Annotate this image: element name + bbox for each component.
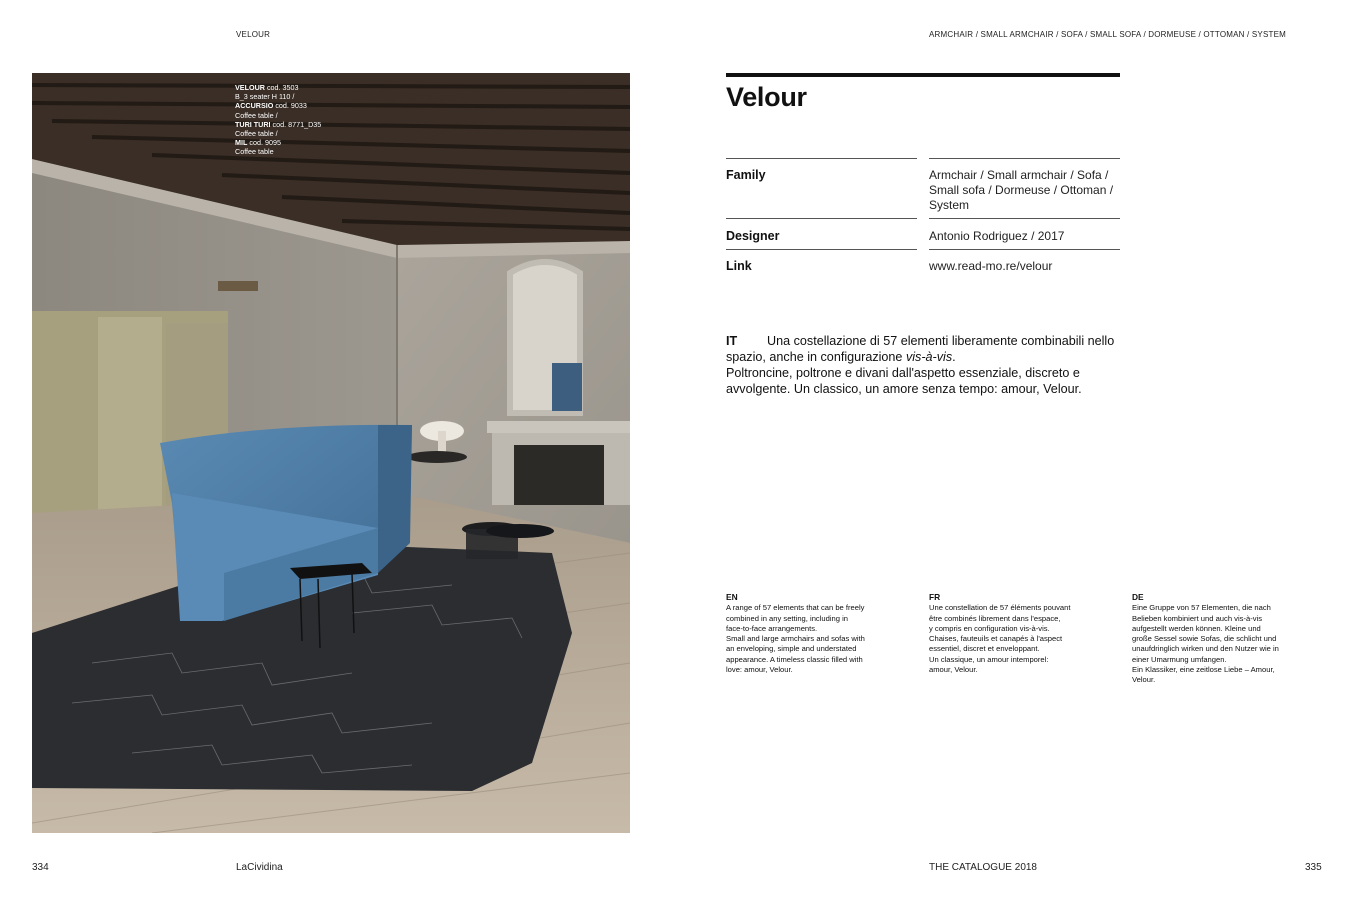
lang-code: DE	[1132, 592, 1144, 602]
spec-divider	[929, 158, 1120, 159]
spec-divider	[726, 158, 917, 159]
lang-code: FR	[929, 592, 941, 602]
page-title: Velour	[726, 82, 807, 112]
caption-detail: cod. 9095	[247, 138, 281, 148]
description-italic: vis-à-vis	[905, 350, 953, 364]
caption-line	[235, 92, 321, 101]
lang-code: EN	[726, 592, 738, 602]
spec-value: Armchair / Small armchair / Sofa / Small sofa / Dormeuse / Ottoman / System	[929, 168, 1114, 212]
spec-key: Link	[726, 259, 752, 273]
caption-product: TURI TURI	[235, 119, 271, 129]
page-number-right: 335	[1305, 862, 1322, 873]
spec-key: Family	[726, 168, 766, 182]
caption-product: VELOUR	[235, 83, 265, 92]
caption-detail: B_3 seater H 110 /	[235, 92, 295, 102]
description-text: Eine Gruppe von 57 Elementen, die nach Belieben kombiniert und auch vis-à-vis aufgestellt werden können. Kleine und große Sessel sowie Sofas, die schlicht und unaufdringlich wirken und den Nutzer wie in einer Umarmung umfangen. Ein Klassiker, eine zeitlose Liebe – Amour, Velour.	[1132, 603, 1279, 685]
spec-divider	[929, 249, 1120, 250]
caption-line	[235, 129, 321, 138]
spec-divider	[929, 218, 1120, 219]
interior-scene-illustration	[32, 73, 630, 833]
running-header-left: VELOUR	[236, 30, 271, 39]
brand-name: LaCividina	[236, 862, 283, 873]
caption-product: MIL	[235, 138, 248, 148]
catalogue-title: THE CATALOGUE 2018	[929, 862, 1037, 873]
spec-divider	[726, 218, 917, 219]
page-number-left: 334	[32, 862, 49, 873]
caption-line	[235, 120, 321, 129]
caption-line	[235, 147, 321, 156]
spec-value: Antonio Rodriguez / 2017	[929, 229, 1065, 243]
caption-detail: cod. 9033	[273, 101, 307, 111]
description-de	[1132, 592, 1332, 686]
description-text: .	[952, 350, 956, 364]
description-en	[726, 592, 916, 675]
lang-code: IT	[726, 334, 738, 348]
caption-detail: Coffee table /	[235, 110, 278, 120]
spec-key: Designer	[726, 229, 780, 243]
caption-detail: cod. 8771_D35	[270, 119, 322, 129]
caption-detail: Coffee table /	[235, 129, 278, 139]
product-link[interactable]: www.read-mo.re/velour	[929, 259, 1053, 273]
spec-divider	[726, 249, 917, 250]
photo-caption	[235, 83, 321, 157]
caption-line	[235, 83, 321, 92]
description-text: Una costellazione di 57 elementi liberamente combinabili nello spazio, anche in configurazione	[726, 334, 1115, 364]
caption-line	[235, 101, 321, 110]
title-rule	[726, 73, 1120, 77]
description-text: A range of 57 elements that can be freely combined in any setting, including in face-to-face arrangements. Small and large armchairs and sofas with an enveloping, simple and understated appearance. A timeless classic filled with love: amour, Velour.	[726, 603, 865, 675]
caption-detail: Coffee table	[235, 147, 274, 157]
description-text: Poltroncine, poltrone e divani dall'aspetto essenziale, discreto e avvolgente. Un classico, un amore senza tempo: amour, Velour.	[726, 366, 1082, 396]
description-fr	[929, 592, 1119, 675]
caption-line	[235, 111, 321, 120]
running-header-right: ARMCHAIR / SMALL ARMCHAIR / SOFA / SMALL SOFA / DORMEUSE / OTTOMAN / SYSTEM	[929, 30, 1286, 39]
caption-product: ACCURSIO	[235, 101, 274, 111]
product-photo	[32, 73, 630, 833]
description-text: Une constellation de 57 éléments pouvant être combinés librement dans l'espace, y compris en configuration vis-à-vis. Chaises, fauteuils et canapés à l'aspect essentiel, discret et enveloppant. Un classique, un amour intemporel: amour, Velour.	[929, 603, 1071, 675]
caption-line	[235, 138, 321, 147]
caption-detail: cod. 3503	[264, 83, 299, 92]
description-it	[726, 333, 1126, 397]
